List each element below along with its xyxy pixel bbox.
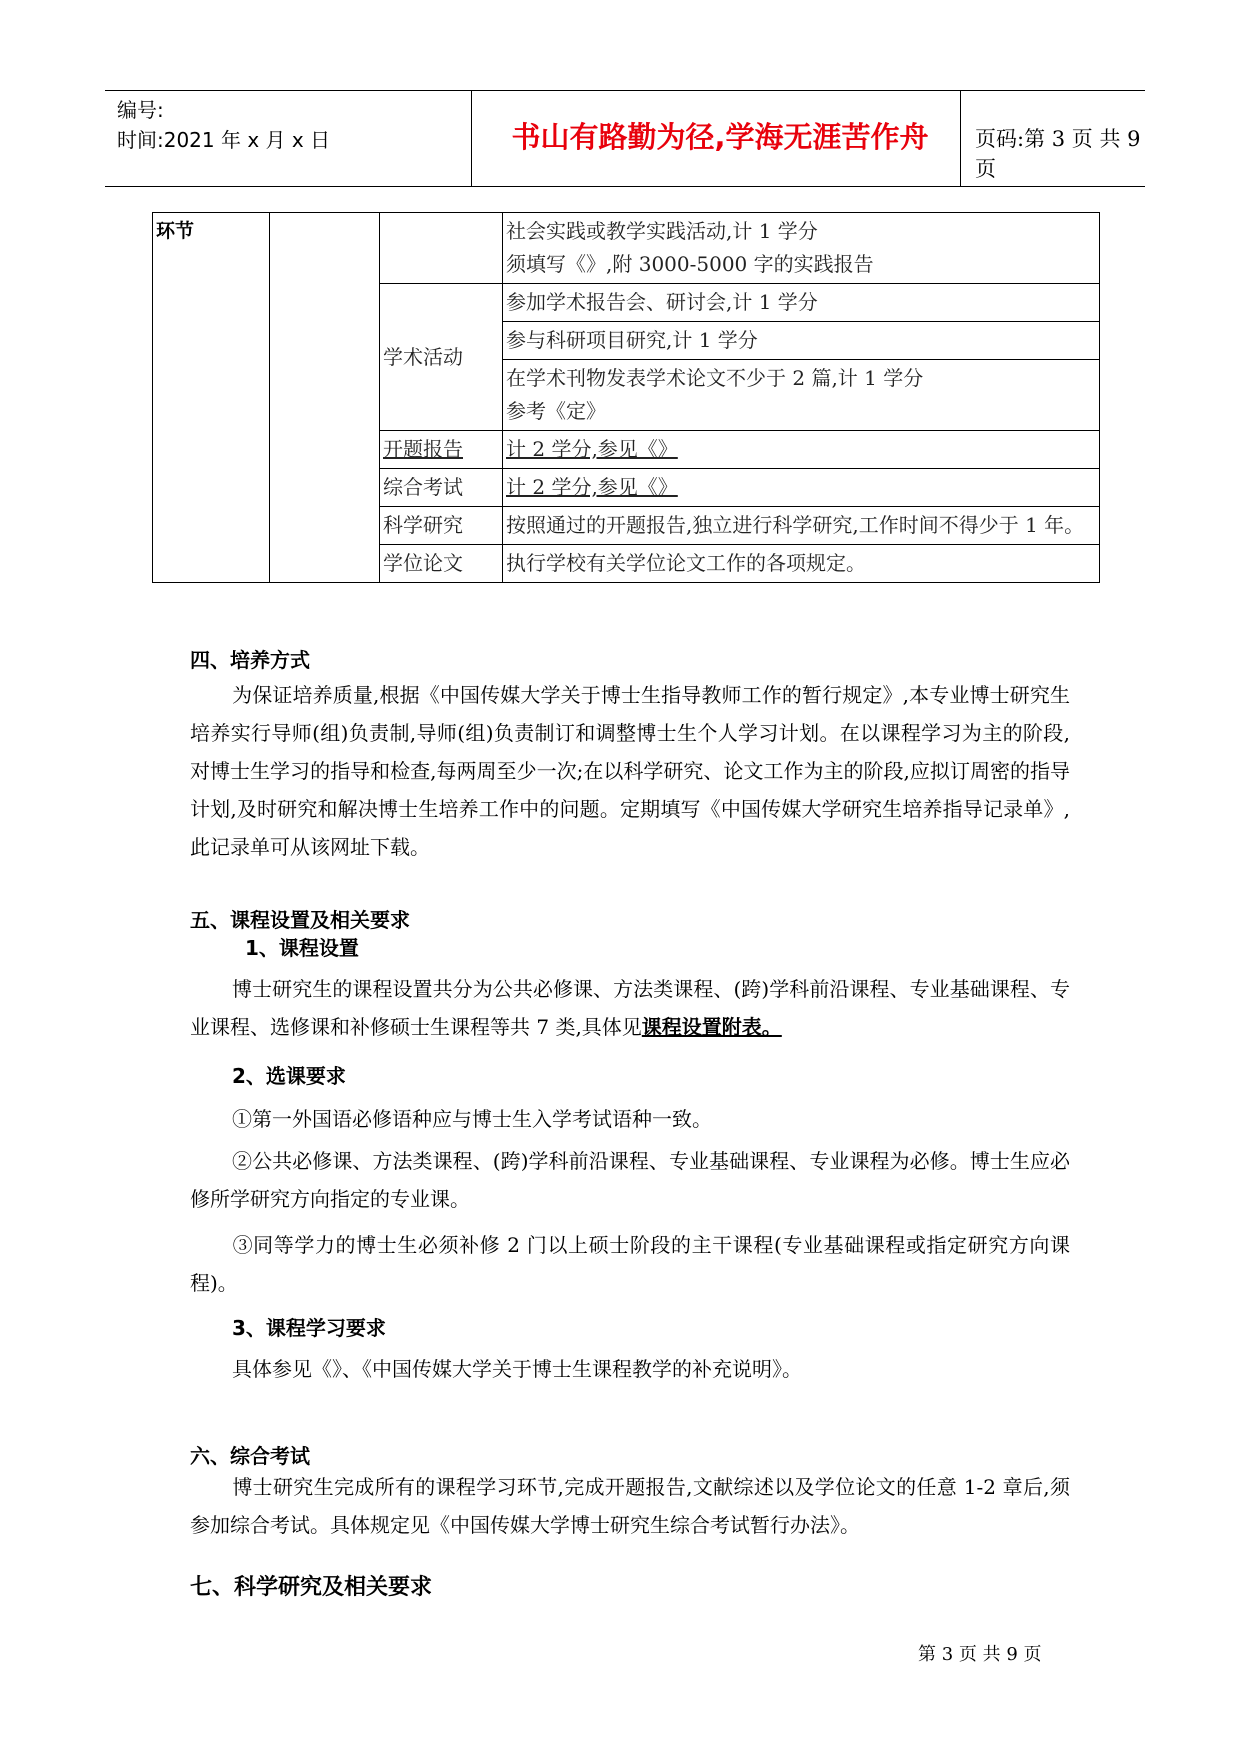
- paragraph: [190, 1226, 1070, 1302]
- header-meta: [117, 95, 330, 155]
- paragraph-text: 博士研究生完成所有的课程学习环节,完成开题报告,文献综述以及学位论文的任意 1-2 章后,须参加综合考试。具体规定见《中国传媒大学博士研究生综合考试暂行办法》。: [190, 1475, 1070, 1537]
- table-stage-label: 环节: [153, 213, 270, 583]
- section-title: 五、课程设置及相关要求: [190, 908, 410, 932]
- section-title: 七、科学研究及相关要求: [190, 1575, 433, 1600]
- subsection-title: 3、课程学习要求: [232, 1316, 386, 1340]
- paragraph-text: 博士研究生的课程设置共分为公共必修课、方法类课程、(跨)学科前沿课程、专业基础课程、专业课程、选修课和补修硕士生课程等共 7 类,具体见: [190, 977, 1070, 1039]
- paragraph-text: 具体参见《》、《中国传媒大学关于博士生课程教学的补充说明》。: [232, 1357, 802, 1381]
- academic-text: 参考《定》: [506, 399, 606, 423]
- paragraph-text: ③同等学力的博士生必须补修 2 门以上硕士阶段的主干课程(专业基础课程或指定研究方向课程)。: [190, 1233, 1070, 1295]
- proposal-text: 计 2 学分,参见《》: [503, 431, 1100, 469]
- header-motto: 书山有路勤为径,学海无涯苦作舟: [511, 120, 929, 154]
- paragraph: [190, 1350, 1070, 1388]
- header-divider: [471, 91, 472, 186]
- paragraph: [190, 1100, 1070, 1138]
- course-table-link[interactable]: 课程设置附表。: [641, 1015, 782, 1039]
- paragraph: [190, 1468, 1070, 1544]
- proposal-label: 开题报告: [380, 431, 503, 469]
- academic-item: [503, 360, 1100, 431]
- exam-text: 计 2 学分,参见《》: [503, 469, 1100, 507]
- page-footer: 第 3 页 共 9 页: [918, 1644, 1042, 1665]
- subsection-title: 2、选课要求: [232, 1064, 346, 1088]
- requirements-table: [152, 212, 1100, 583]
- serial-label: 编号:: [117, 98, 164, 122]
- header-divider: [960, 91, 961, 186]
- academic-label: 学术活动: [380, 284, 503, 431]
- academic-item: 参加学术报告会、研讨会,计 1 学分: [503, 284, 1100, 322]
- paragraph: [190, 970, 1070, 1046]
- research-text: 按照通过的开题报告,独立进行科学研究,工作时间不得少于 1 年。: [503, 507, 1100, 545]
- table-cell: [503, 213, 1100, 284]
- section-title: 六、综合考试: [190, 1444, 310, 1468]
- subsection-title: 1、课程设置: [245, 936, 359, 960]
- practice-text: 须填写《》,附 3000-5000 字的实践报告: [506, 252, 874, 276]
- header-page-code: 页码:第 3 页 共 9 页: [975, 127, 1141, 181]
- academic-item: 参与科研项目研究,计 1 学分: [503, 322, 1100, 360]
- paragraph-text: ②公共必修课、方法类课程、(跨)学科前沿课程、专业基础课程、专业课程为必修。博士生应必修所学研究方向指定的专业课。: [190, 1149, 1070, 1211]
- table-cell: [380, 213, 503, 284]
- paragraph: [190, 676, 1070, 866]
- thesis-label: 学位论文: [380, 545, 503, 583]
- research-label: 科学研究: [380, 507, 503, 545]
- thesis-text: 执行学校有关学位论文工作的各项规定。: [503, 545, 1100, 583]
- paragraph-text: 为保证培养质量,根据《中国传媒大学关于博士生指导教师工作的暂行规定》,本专业博士研究生培养实行导师(组)负责制,导师(组)负责制订和调整博士生个人学习计划。在以课程学习为主的阶段,对博士生学习的指导和检查,每两周至少一次;在以科学研究、论文工作为主的阶段,应拟订周密的指导计划,及时研究和解决博士生培养工作中的问题。定期填写《中国传媒大学研究生培养指导记录单》,此记录单可从该网址下载。: [190, 683, 1070, 859]
- academic-text: 在学术刊物发表学术论文不少于 2 篇,计 1 学分: [506, 366, 924, 390]
- time-label: 时间:2021 年 x 月 x 日: [117, 128, 331, 152]
- exam-label: 综合考试: [380, 469, 503, 507]
- page-header: [105, 90, 1145, 187]
- practice-text: 社会实践或教学实践活动,计 1 学分: [506, 219, 818, 243]
- section-title: 四、培养方式: [190, 648, 310, 672]
- paragraph-text: ①第一外国语必修语种应与博士生入学考试语种一致。: [232, 1107, 712, 1131]
- paragraph: [190, 1142, 1070, 1218]
- table-empty-cell: [270, 213, 380, 583]
